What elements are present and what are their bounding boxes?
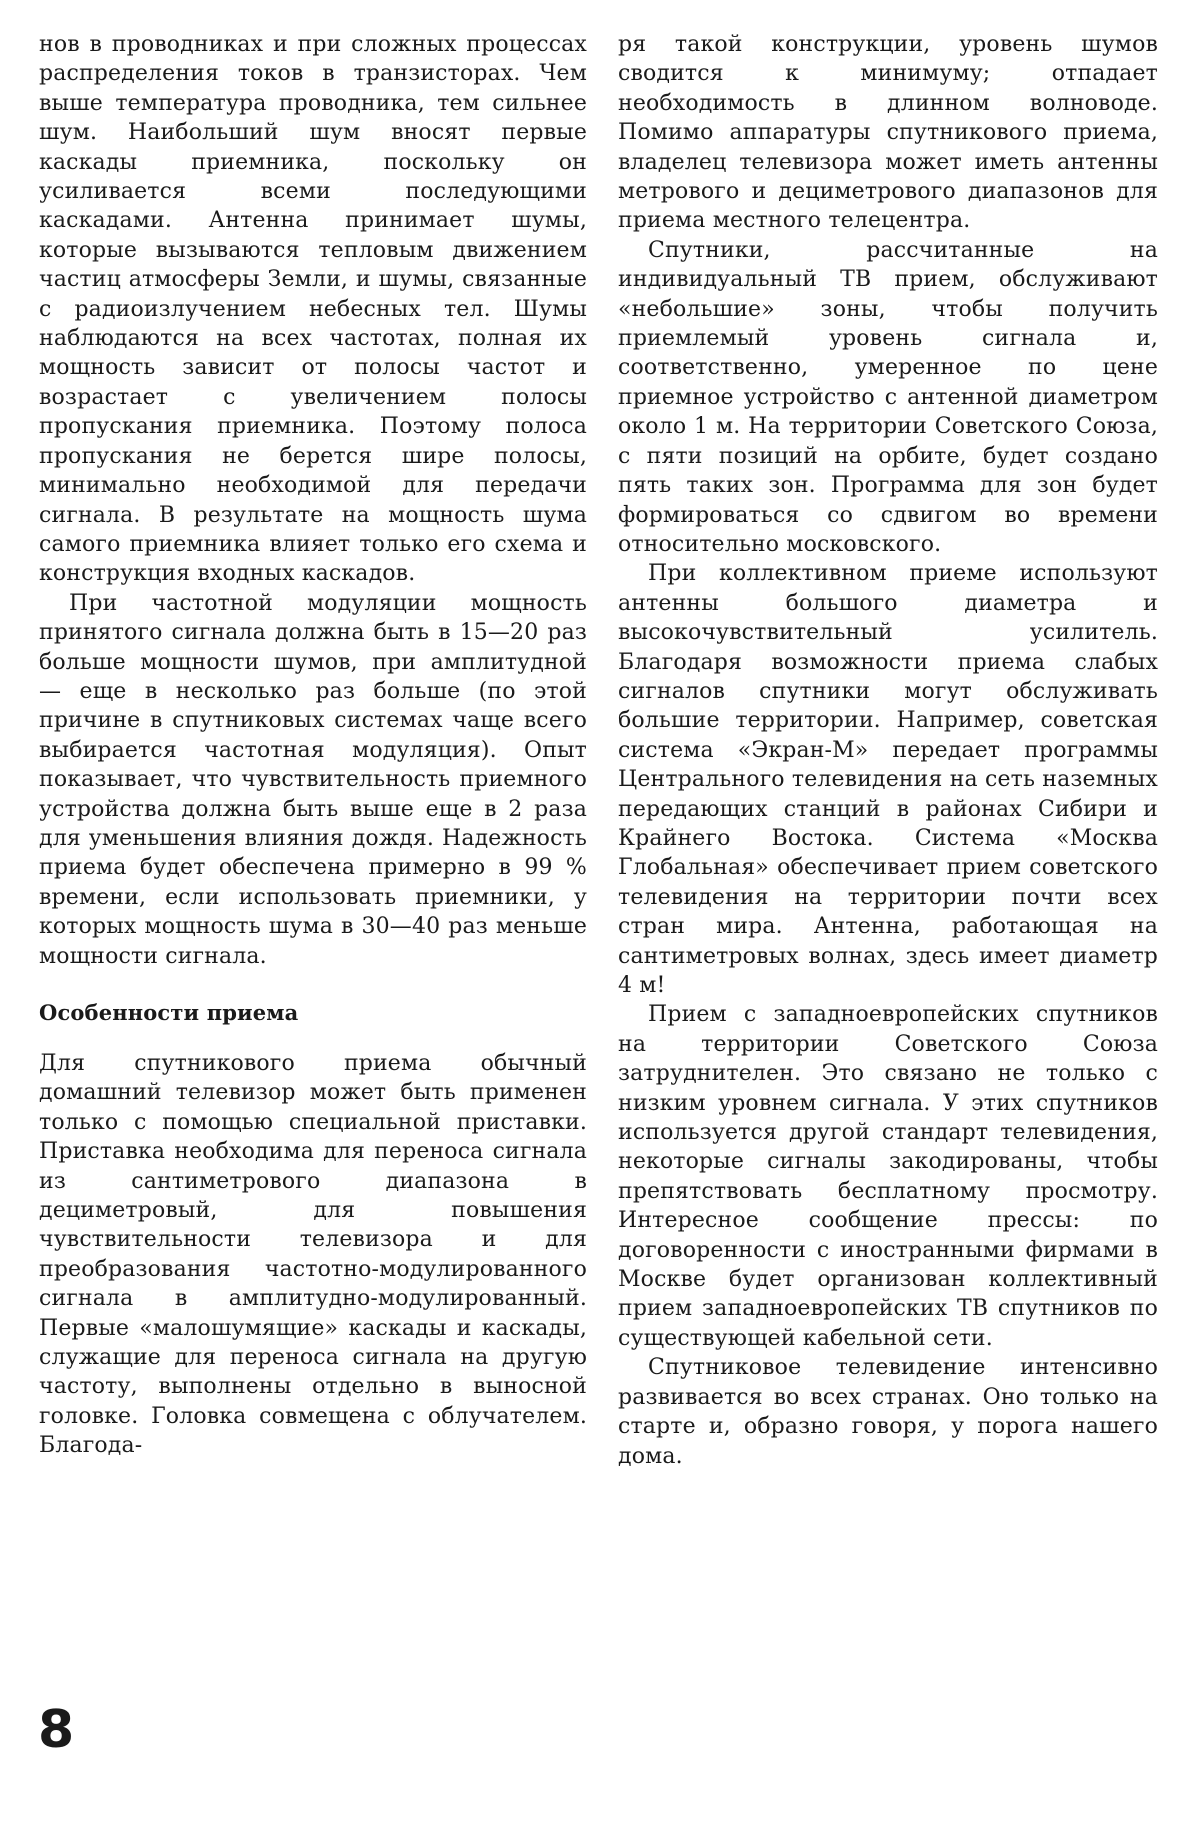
- left-column: [39, 30, 587, 1461]
- section-heading: Особенности приема: [39, 1000, 299, 1025]
- right-paragraph-5: Спутниковое телевидение интенсивно развивается во всех странах. Оно только на старте и, образно говоря, у порога нашего дома.: [618, 1355, 1158, 1469]
- right-column: [618, 30, 1158, 1471]
- left-paragraph-2: При частотной модуляции мощность принятого сигнала должна быть в 15—20 раз больше мощности шумов, при амплитудной — еще в несколько раз больше (по этой причине в спутниковых системах чаще всего выбирается частотная модуляция). Опыт показывает, что чувствительность приемного устройства должна быть выше еще в 2 раза для уменьшения влияния дождя. Надежность приема будет обеспечена примерно в 99 % времени, если использовать приемники, у которых мощность шума в 30—40 раз меньше мощности сигнала.: [39, 590, 587, 969]
- page-number: 8: [38, 1700, 75, 1760]
- left-paragraph-1: нов в проводниках и при сложных процессах распределения токов в транзисторах. Чем выше температура проводника, тем сильнее шум. Наибольший шум вносят первые каскады приемника, поскольку он усиливается всеми последующими каскадами. Антенна принимает шумы, которые вызываются тепловым движением частиц атмосферы Земли, и шумы, связанные с радиоизлучением небесных тел. Шумы наблюдаются на всех частотах, полная их мощность зависит от полосы частот и возрастает с увеличением полосы пропускания приемника. Поэтому полоса пропускания не берется шире полосы, минимально необходимой для передачи сигнала. В результате на мощность шума самого приемника влияет только его схема и конструкция входных каскадов.: [39, 32, 587, 587]
- right-paragraph-2: Спутники, рассчитанные на индивидуальный ТВ прием, обслуживают «небольшие» зоны, чтобы получить приемлемый уровень сигнала и, соответственно, умеренное по цене приемное устройство с антенной диаметром около 1 м. На территории Советского Союза, с пяти позиций на орбите, будет создано пять таких зон. Программа для зон будет формироваться со сдвигом во времени относительно московского.: [618, 237, 1158, 557]
- section-paragraph-1: Для спутникового приема обычный домашний телевизор может быть применен только с помощью специальной приставки. Приставка необходима для переноса сигнала из сантиметрового диапазона в дециметровый, для повышения чувствительности телевизора и для преобразования частотно-модулированного сигнала в амплитудно-модулированный. Первые «малошумящие» каскады и каскады, служащие для переноса сигнала на другую частоту, выполнены отдельно в выносной головке. Головка совмещена с облучателем. Благода-: [39, 1051, 587, 1459]
- right-paragraph-4: Прием с западноевропейских спутников на территории Советского Союза затруднителен. Это связано не только с низким уровнем сигнала. У этих спутников используется другой стандарт телевидения, некоторые сигналы закодированы, чтобы препятствовать бесплатному просмотру. Интересное сообщение прессы: по договоренности с иностранными фирмами в Москве будет организован коллективный прием западноевропейских ТВ спутников по существующей кабельной сети.: [618, 1002, 1158, 1351]
- right-paragraph-3: При коллективном приеме используют антенны большого диаметра и высокочувствительный усилитель. Благодаря возможности приема слабых сигналов спутники могут обслуживать большие территории. Например, советская система «Экран-М» передает программы Центрального телевидения на сеть наземных передающих станций в районах Сибири и Крайнего Востока. Система «Москва Глобальная» обеспечивает прием советского телевидения на территории почти всех стран мира. Антенна, работающая на сантиметровых волнах, здесь имеет диаметр 4 м!: [618, 561, 1158, 998]
- right-paragraph-1: ря такой конструкции, уровень шумов сводится к минимуму; отпадает необходимость в длинном волноводе. Помимо аппаратуры спутникового приема, владелец телевизора может иметь антенны метрового и дециметрового диапазонов для приема местного телецентра.: [618, 32, 1158, 234]
